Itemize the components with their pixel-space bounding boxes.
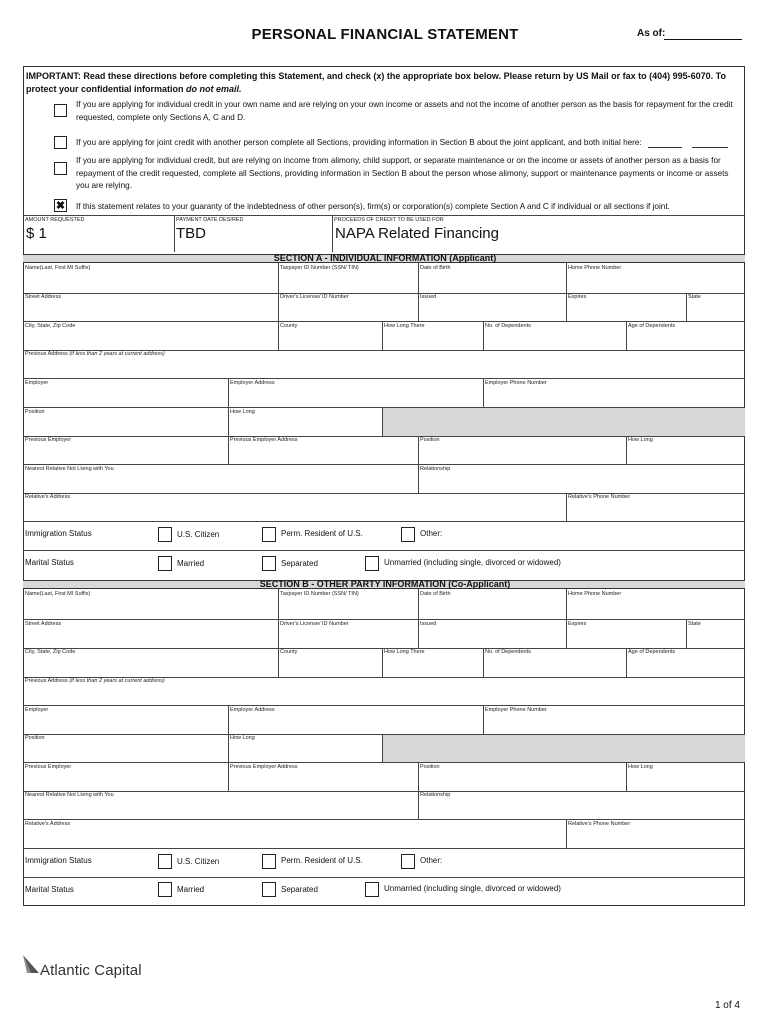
- b-city-state-zip-field[interactable]: City, State, Zip Code: [25, 649, 76, 655]
- divider: [418, 263, 419, 293]
- atlantic-capital-logo-icon: [22, 954, 40, 974]
- b-perm-resident-checkbox[interactable]: [262, 854, 276, 869]
- important-instructions: IMPORTANT: Read these directions before completing this Statement, and check (x) the appropriate box below. Please return by US Mail or fax to (404) 995-6070. To protect your confidential information do not email.: [26, 71, 726, 94]
- b-previous-address-field[interactable]: Previous Address (if less than 2 years at current address): [25, 678, 165, 684]
- b-previous-employer-field[interactable]: Previous Employer: [25, 764, 72, 770]
- divider: [483, 648, 484, 677]
- previous-employer-field[interactable]: Previous Employer: [25, 437, 72, 443]
- option-individual-text: If you are applying for individual credit in your own name and are relying on your own income or assets and not the income of another person as the basis for repayment for the credit requested, complete only Sections A, C and D.: [76, 100, 733, 122]
- b-us-citizen-checkbox[interactable]: [158, 854, 172, 869]
- proceeds-label: PROCEEDS OF CREDIT TO BE USED FOR: [334, 217, 444, 223]
- issued-field[interactable]: Issued: [420, 294, 437, 300]
- shaded-cell: [383, 408, 745, 436]
- divider: [418, 293, 419, 321]
- b-taxpayer-id-field[interactable]: Taxpayer ID Number (SSN/ TIN): [280, 591, 359, 597]
- divider: [278, 589, 279, 619]
- divider: [626, 762, 627, 791]
- divider: [228, 436, 229, 464]
- b-other-status-checkbox[interactable]: [401, 854, 415, 869]
- divider: [23, 378, 745, 379]
- employer-field[interactable]: Employer: [25, 380, 49, 386]
- divider: [626, 436, 627, 464]
- num-dependents-field[interactable]: No. of Dependents: [485, 323, 531, 329]
- section-a-title: SECTION A - INDIVIDUAL INFORMATION (Applicant): [273, 253, 497, 263]
- previous-employer-address-field[interactable]: Previous Employer Address: [230, 437, 298, 443]
- divider: [23, 215, 745, 216]
- divider: [566, 493, 567, 521]
- divider: [278, 321, 279, 350]
- divider: [23, 619, 745, 620]
- divider: [228, 705, 229, 734]
- b-home-phone-field[interactable]: Home Phone Number: [568, 591, 622, 597]
- divider: [418, 464, 419, 493]
- b-age-dependents-field[interactable]: Age of Dependents: [628, 649, 676, 655]
- option-joint-text: If you are applying for joint credit with another person complete all Sections, providing information in Section B about the joint applicant, and both initial here:: [76, 138, 642, 147]
- proceeds-value[interactable]: NAPA Related Financing: [335, 225, 499, 242]
- nearest-relative-field[interactable]: Nearest Relative Not Living with You: [25, 466, 114, 472]
- state-field[interactable]: State: [688, 294, 701, 300]
- home-phone-field[interactable]: Home Phone Number: [568, 265, 622, 271]
- divider: [566, 589, 567, 619]
- divider: [418, 762, 419, 791]
- unmarried-checkbox[interactable]: [365, 556, 379, 571]
- page-number: 1 of 4: [714, 1000, 740, 1011]
- other-status-checkbox[interactable]: [401, 527, 415, 542]
- option-individual-checkbox[interactable]: [54, 104, 67, 117]
- b-other-status-label: Other:: [420, 856, 443, 865]
- option-reliant-text: If you are applying for individual credit, but are relying on income from alimony, child support, or separate maintenance or on the income or assets of another person as a basis for repayment of the credit requested, complete all Sections, providing information in Section B about the person whose alimony, support or maintenance payments or income or assets you are relying.: [76, 156, 729, 190]
- b-married-label: Married: [177, 885, 205, 894]
- divider: [23, 321, 745, 322]
- divider: [23, 791, 745, 792]
- divider: [23, 762, 745, 763]
- divider: [418, 791, 419, 819]
- b-separated-label: Separated: [281, 885, 318, 894]
- divider: [23, 293, 745, 294]
- other-status-label: Other:: [420, 529, 443, 538]
- divider: [228, 734, 229, 762]
- county-field[interactable]: County: [280, 323, 298, 329]
- b-drivers-license-field[interactable]: Driver's License/ ID Number: [280, 621, 349, 627]
- separated-checkbox[interactable]: [262, 556, 276, 571]
- divider: [382, 407, 383, 436]
- city-state-zip-field[interactable]: City, State, Zip Code: [25, 323, 76, 329]
- payment-date-value[interactable]: TBD: [176, 225, 206, 242]
- divider: [418, 589, 419, 619]
- how-long-there-field[interactable]: How Long There: [384, 323, 425, 329]
- relatives-address-field[interactable]: Relative's Address: [25, 494, 71, 500]
- initial-field-2[interactable]: [692, 147, 728, 148]
- shaded-cell: [383, 735, 745, 762]
- married-label: Married: [177, 559, 205, 568]
- perm-resident-label: Perm. Resident of U.S.: [281, 529, 363, 538]
- initial-field-1[interactable]: [648, 147, 682, 148]
- divider: [626, 321, 627, 350]
- divider: [418, 619, 419, 648]
- unmarried-label: Unmarried (including single, divorced or widowed): [384, 558, 561, 567]
- divider: [382, 321, 383, 350]
- divider: [174, 215, 175, 252]
- age-dependents-field[interactable]: Age of Dependents: [628, 323, 676, 329]
- b-relationship-field[interactable]: Relationship: [420, 792, 451, 798]
- employer-address-field[interactable]: Employer Address: [230, 380, 275, 386]
- divider: [278, 263, 279, 293]
- b-employer-phone-field[interactable]: Employer Phone Number: [485, 707, 547, 713]
- option-guaranty-checkbox[interactable]: ✖: [55, 200, 66, 212]
- divider: [228, 378, 229, 407]
- b-employer-address-field[interactable]: Employer Address: [230, 707, 275, 713]
- divider: [686, 619, 687, 648]
- b-street-address-field[interactable]: Street Address: [25, 621, 62, 627]
- b-employer-field[interactable]: Employer: [25, 707, 49, 713]
- name-field[interactable]: Name(Last, First MI Suffix): [25, 265, 91, 271]
- divider: [483, 378, 484, 407]
- b-unmarried-checkbox[interactable]: [365, 882, 379, 897]
- divider: [23, 877, 745, 878]
- divider: [23, 521, 745, 522]
- divider: [23, 493, 745, 494]
- b-name-field[interactable]: Name(Last, First MI Suffix): [25, 591, 91, 597]
- as-of-label: As of:: [637, 28, 666, 39]
- b-relatives-address-field[interactable]: Relative's Address: [25, 821, 71, 827]
- b-previous-position-field[interactable]: Position: [420, 764, 440, 770]
- option-joint-checkbox[interactable]: [54, 136, 67, 149]
- divider: [566, 619, 567, 648]
- previous-position-field[interactable]: Position: [420, 437, 440, 443]
- b-unmarried-label: Unmarried (including single, divorced or widowed): [384, 884, 561, 893]
- expires-field[interactable]: Expires: [568, 294, 587, 300]
- b-relatives-phone-field[interactable]: Relative's Phone Number: [568, 821, 631, 827]
- b-previous-employer-address-field[interactable]: Previous Employer Address: [230, 764, 298, 770]
- divider: [483, 321, 484, 350]
- married-checkbox[interactable]: [158, 556, 172, 571]
- divider: [278, 619, 279, 648]
- us-citizen-checkbox[interactable]: [158, 527, 172, 542]
- b-previous-how-long-field[interactable]: How Long: [628, 764, 653, 770]
- option-guaranty-text: If this statement relates to your guaranty of the indebtedness of other person(s), firm(s) or corporation(s) complete Section A and C if individual or all sections if joint.: [76, 202, 670, 211]
- position-field[interactable]: Position: [25, 409, 45, 415]
- as-of-date-field[interactable]: [664, 39, 742, 40]
- divider: [566, 819, 567, 848]
- divider: [23, 464, 745, 465]
- divider: [686, 293, 687, 321]
- divider: [566, 293, 567, 321]
- taxpayer-id-field[interactable]: Taxpayer ID Number (SSN/ TIN): [280, 265, 359, 271]
- previous-address-field[interactable]: Previous Address (if less than 2 years at current address): [25, 351, 165, 357]
- divider: [23, 848, 745, 849]
- b-date-of-birth-field[interactable]: Date of Birth: [420, 591, 451, 597]
- marital-status-label: Marital Status: [25, 558, 74, 567]
- important-emphasis: do not email.: [186, 84, 242, 94]
- b-state-field[interactable]: State: [688, 621, 701, 627]
- perm-resident-checkbox[interactable]: [262, 527, 276, 542]
- divider: [23, 819, 745, 820]
- b-immigration-status-label: Immigration Status: [25, 856, 92, 865]
- drivers-license-field[interactable]: Driver's License/ ID Number: [280, 294, 349, 300]
- divider: [382, 648, 383, 677]
- previous-how-long-field[interactable]: How Long: [628, 437, 653, 443]
- b-us-citizen-label: U.S. Citizen: [177, 857, 220, 866]
- divider: [566, 263, 567, 293]
- option-reliant-checkbox[interactable]: [54, 162, 67, 175]
- us-citizen-label: U.S. Citizen: [177, 530, 220, 539]
- b-separated-checkbox[interactable]: [262, 882, 276, 897]
- amount-requested-label: AMOUNT REQUESTED: [25, 217, 85, 223]
- page-title: PERSONAL FINANCIAL STATEMENT: [251, 26, 519, 43]
- divider: [278, 648, 279, 677]
- b-how-long-there-field[interactable]: How Long There: [384, 649, 425, 655]
- b-position-field[interactable]: Position: [25, 735, 45, 741]
- divider: [228, 762, 229, 791]
- divider: [626, 648, 627, 677]
- b-nearest-relative-field[interactable]: Nearest Relative Not Living with You: [25, 792, 114, 798]
- payment-date-label: PAYMENT DATE DESIRED: [176, 217, 244, 223]
- relationship-field[interactable]: Relationship: [420, 466, 451, 472]
- divider: [382, 734, 383, 762]
- b-expires-field[interactable]: Expires: [568, 621, 587, 627]
- separated-label: Separated: [281, 559, 318, 568]
- b-marital-status-label: Marital Status: [25, 885, 74, 894]
- how-long-field[interactable]: How Long: [230, 409, 255, 415]
- b-issued-field[interactable]: Issued: [420, 621, 437, 627]
- relatives-phone-field[interactable]: Relative's Phone Number: [568, 494, 631, 500]
- b-married-checkbox[interactable]: [158, 882, 172, 897]
- b-perm-resident-label: Perm. Resident of U.S.: [281, 856, 363, 865]
- divider: [278, 293, 279, 321]
- divider: [483, 705, 484, 734]
- employer-phone-field[interactable]: Employer Phone Number: [485, 380, 547, 386]
- divider: [332, 215, 333, 252]
- divider: [23, 550, 745, 551]
- section-b-title: SECTION B - OTHER PARTY INFORMATION (Co-Applicant): [259, 579, 511, 589]
- divider: [228, 407, 229, 436]
- divider: [23, 705, 745, 706]
- b-how-long-field[interactable]: How Long: [230, 735, 255, 741]
- b-num-dependents-field[interactable]: No. of Dependents: [485, 649, 531, 655]
- date-of-birth-field[interactable]: Date of Birth: [420, 265, 451, 271]
- atlantic-capital-logo-text: Atlantic Capital: [40, 962, 142, 979]
- street-address-field[interactable]: Street Address: [25, 294, 62, 300]
- immigration-status-label: Immigration Status: [25, 529, 92, 538]
- b-county-field[interactable]: County: [280, 649, 298, 655]
- amount-requested-value[interactable]: $ 1: [26, 225, 47, 242]
- divider: [418, 436, 419, 464]
